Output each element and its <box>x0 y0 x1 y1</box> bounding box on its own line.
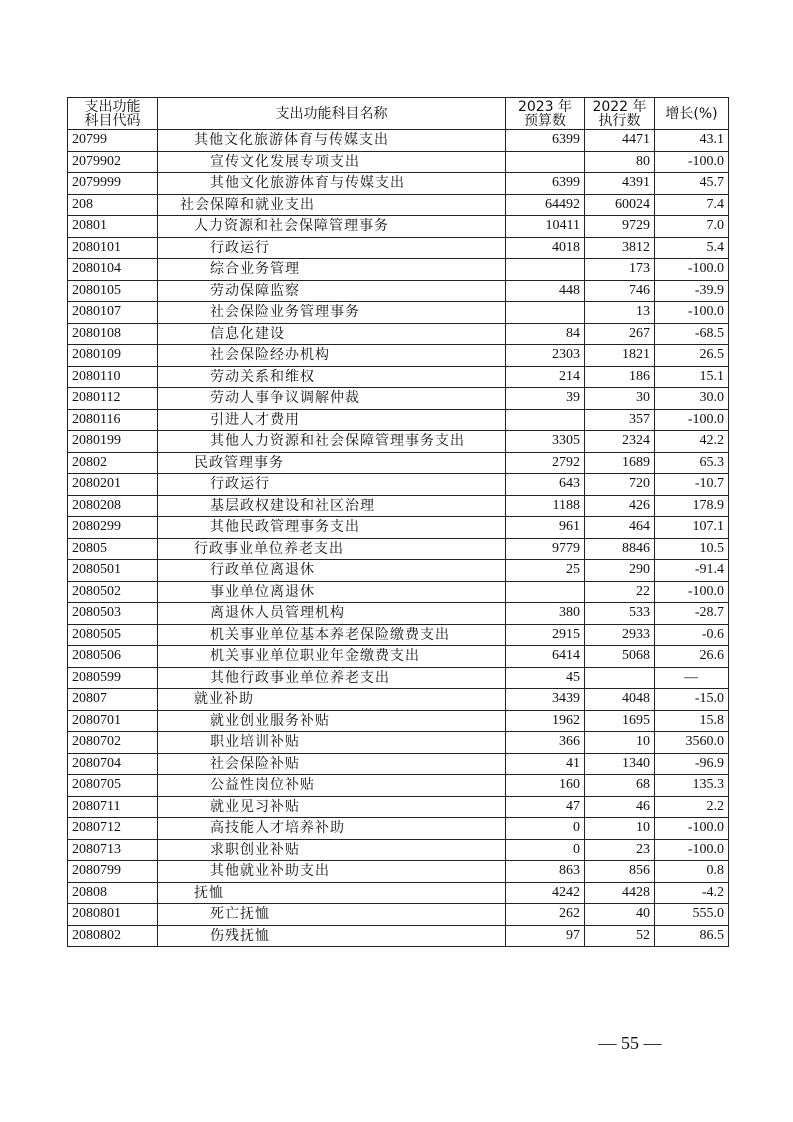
cell-name: 机关事业单位基本养老保险缴费支出 <box>158 624 506 646</box>
cell-executed-2022: 40 <box>585 904 655 926</box>
cell-growth: 107.1 <box>655 517 729 539</box>
cell-executed-2022: 23 <box>585 839 655 861</box>
cell-growth: 555.0 <box>655 904 729 926</box>
table-row <box>68 882 729 904</box>
cell-budget-2023: 2915 <box>506 624 585 646</box>
table-row <box>68 560 729 582</box>
cell-code: 2080801 <box>68 904 158 926</box>
cell-growth: 15.8 <box>655 710 729 732</box>
table-row <box>68 173 729 195</box>
page-number: — 55 — <box>598 1033 662 1053</box>
cell-budget-2023 <box>506 151 585 173</box>
cell-name: 社会保险补贴 <box>158 753 506 775</box>
cell-executed-2022: 10 <box>585 818 655 840</box>
cell-code: 2080712 <box>68 818 158 840</box>
cell-budget-2023: 41 <box>506 753 585 775</box>
cell-budget-2023: 262 <box>506 904 585 926</box>
cell-budget-2023: 45 <box>506 667 585 689</box>
cell-executed-2022: 464 <box>585 517 655 539</box>
cell-budget-2023: 9779 <box>506 538 585 560</box>
cell-budget-2023: 643 <box>506 474 585 496</box>
table-row <box>68 538 729 560</box>
cell-name: 其他行政事业单位养老支出 <box>158 667 506 689</box>
cell-name: 离退休人员管理机构 <box>158 603 506 625</box>
cell-code: 2080109 <box>68 345 158 367</box>
cell-budget-2023: 961 <box>506 517 585 539</box>
table-row <box>68 517 729 539</box>
cell-growth: -10.7 <box>655 474 729 496</box>
cell-name: 就业创业服务补贴 <box>158 710 506 732</box>
cell-budget-2023: 6414 <box>506 646 585 668</box>
cell-growth: -68.5 <box>655 323 729 345</box>
cell-name: 高技能人才培养补助 <box>158 818 506 840</box>
cell-name: 其他文化旅游体育与传媒支出 <box>158 130 506 152</box>
table-row <box>68 151 729 173</box>
cell-growth: 15.1 <box>655 366 729 388</box>
cell-growth: -91.4 <box>655 560 729 582</box>
cell-budget-2023: 2303 <box>506 345 585 367</box>
cell-growth: 26.6 <box>655 646 729 668</box>
cell-budget-2023: 6399 <box>506 130 585 152</box>
cell-name: 综合业务管理 <box>158 259 506 281</box>
cell-executed-2022: 13 <box>585 302 655 324</box>
header-budget-2023: 2023 年 预算数 <box>506 98 585 130</box>
cell-growth: -39.9 <box>655 280 729 302</box>
cell-growth: — <box>655 667 729 689</box>
cell-name: 民政管理事务 <box>158 452 506 474</box>
cell-code: 2080112 <box>68 388 158 410</box>
cell-name: 就业见习补贴 <box>158 796 506 818</box>
table-row <box>68 646 729 668</box>
cell-code: 2080702 <box>68 732 158 754</box>
cell-name: 基层政权建设和社区治理 <box>158 495 506 517</box>
cell-growth: 86.5 <box>655 925 729 947</box>
cell-name: 行政运行 <box>158 237 506 259</box>
cell-name: 求职创业补贴 <box>158 839 506 861</box>
cell-growth: 7.4 <box>655 194 729 216</box>
cell-code: 2080110 <box>68 366 158 388</box>
cell-code: 20805 <box>68 538 158 560</box>
cell-name: 事业单位离退休 <box>158 581 506 603</box>
cell-executed-2022: 80 <box>585 151 655 173</box>
cell-code: 2080101 <box>68 237 158 259</box>
cell-code: 2080711 <box>68 796 158 818</box>
cell-executed-2022: 4391 <box>585 173 655 195</box>
table-row <box>68 409 729 431</box>
cell-name: 其他就业补助支出 <box>158 861 506 883</box>
cell-executed-2022: 22 <box>585 581 655 603</box>
cell-code: 2080704 <box>68 753 158 775</box>
cell-code: 20808 <box>68 882 158 904</box>
table-row <box>68 603 729 625</box>
cell-budget-2023: 863 <box>506 861 585 883</box>
cell-name: 公益性岗位补贴 <box>158 775 506 797</box>
cell-growth: 42.2 <box>655 431 729 453</box>
cell-name: 就业补助 <box>158 689 506 711</box>
cell-executed-2022: 8846 <box>585 538 655 560</box>
cell-growth: 7.0 <box>655 216 729 238</box>
cell-code: 2080201 <box>68 474 158 496</box>
table-row <box>68 302 729 324</box>
table-row <box>68 839 729 861</box>
cell-budget-2023: 3439 <box>506 689 585 711</box>
cell-budget-2023: 4018 <box>506 237 585 259</box>
cell-budget-2023: 1188 <box>506 495 585 517</box>
cell-code: 2080299 <box>68 517 158 539</box>
table-row <box>68 216 729 238</box>
cell-name: 劳动保障监察 <box>158 280 506 302</box>
table-row <box>68 366 729 388</box>
cell-code: 2079999 <box>68 173 158 195</box>
cell-executed-2022: 720 <box>585 474 655 496</box>
table-row <box>68 345 729 367</box>
cell-budget-2023: 39 <box>506 388 585 410</box>
cell-executed-2022: 1821 <box>585 345 655 367</box>
cell-name: 人力资源和社会保障管理事务 <box>158 216 506 238</box>
cell-growth: 0.8 <box>655 861 729 883</box>
table-row <box>68 710 729 732</box>
cell-budget-2023: 47 <box>506 796 585 818</box>
cell-name: 死亡抚恤 <box>158 904 506 926</box>
cell-code: 2080116 <box>68 409 158 431</box>
budget-table <box>67 97 729 947</box>
cell-code: 2080505 <box>68 624 158 646</box>
cell-name: 劳动人事争议调解仲裁 <box>158 388 506 410</box>
cell-budget-2023: 448 <box>506 280 585 302</box>
cell-growth: 30.0 <box>655 388 729 410</box>
cell-name: 行政事业单位养老支出 <box>158 538 506 560</box>
cell-growth: 2.2 <box>655 796 729 818</box>
cell-growth: 5.4 <box>655 237 729 259</box>
cell-growth: 45.7 <box>655 173 729 195</box>
cell-name: 机关事业单位职业年金缴费支出 <box>158 646 506 668</box>
cell-name: 引进人才费用 <box>158 409 506 431</box>
cell-code: 2080108 <box>68 323 158 345</box>
cell-executed-2022: 3812 <box>585 237 655 259</box>
cell-executed-2022: 533 <box>585 603 655 625</box>
cell-budget-2023: 6399 <box>506 173 585 195</box>
cell-growth: 135.3 <box>655 775 729 797</box>
cell-code: 2080705 <box>68 775 158 797</box>
cell-code: 2080199 <box>68 431 158 453</box>
cell-growth: -100.0 <box>655 839 729 861</box>
cell-growth: -100.0 <box>655 259 729 281</box>
cell-name: 社会保险经办机构 <box>158 345 506 367</box>
cell-code: 20802 <box>68 452 158 474</box>
cell-growth: -100.0 <box>655 151 729 173</box>
cell-budget-2023: 0 <box>506 839 585 861</box>
table-row <box>68 818 729 840</box>
cell-executed-2022: 2324 <box>585 431 655 453</box>
cell-executed-2022: 290 <box>585 560 655 582</box>
cell-executed-2022: 2933 <box>585 624 655 646</box>
table-row <box>68 796 729 818</box>
table-row <box>68 130 729 152</box>
cell-budget-2023 <box>506 581 585 603</box>
cell-executed-2022: 10 <box>585 732 655 754</box>
table-body <box>68 130 729 947</box>
cell-code: 2080107 <box>68 302 158 324</box>
cell-executed-2022: 426 <box>585 495 655 517</box>
cell-code: 2080506 <box>68 646 158 668</box>
cell-executed-2022: 1340 <box>585 753 655 775</box>
cell-code: 2080502 <box>68 581 158 603</box>
cell-executed-2022: 68 <box>585 775 655 797</box>
cell-executed-2022: 357 <box>585 409 655 431</box>
cell-code: 2080105 <box>68 280 158 302</box>
cell-budget-2023: 0 <box>506 818 585 840</box>
table-row <box>68 388 729 410</box>
cell-code: 2080208 <box>68 495 158 517</box>
cell-budget-2023: 97 <box>506 925 585 947</box>
cell-name: 行政单位离退休 <box>158 560 506 582</box>
table-row <box>68 861 729 883</box>
cell-executed-2022: 267 <box>585 323 655 345</box>
table-row <box>68 474 729 496</box>
cell-code: 20807 <box>68 689 158 711</box>
cell-growth: -100.0 <box>655 409 729 431</box>
table-row <box>68 732 729 754</box>
cell-name: 宣传文化发展专项支出 <box>158 151 506 173</box>
cell-name: 信息化建设 <box>158 323 506 345</box>
table-row <box>68 280 729 302</box>
cell-name: 其他人力资源和社会保障管理事务支出 <box>158 431 506 453</box>
cell-budget-2023: 366 <box>506 732 585 754</box>
cell-growth: -4.2 <box>655 882 729 904</box>
cell-budget-2023: 3305 <box>506 431 585 453</box>
cell-growth: 10.5 <box>655 538 729 560</box>
cell-budget-2023 <box>506 302 585 324</box>
cell-code: 2079902 <box>68 151 158 173</box>
cell-budget-2023: 160 <box>506 775 585 797</box>
cell-executed-2022: 52 <box>585 925 655 947</box>
cell-budget-2023: 380 <box>506 603 585 625</box>
cell-name: 社会保险业务管理事务 <box>158 302 506 324</box>
table-row <box>68 581 729 603</box>
cell-name: 职业培训补贴 <box>158 732 506 754</box>
cell-code: 2080701 <box>68 710 158 732</box>
cell-code: 2080713 <box>68 839 158 861</box>
table-row <box>68 624 729 646</box>
cell-growth: -28.7 <box>655 603 729 625</box>
cell-executed-2022: 5068 <box>585 646 655 668</box>
cell-name: 伤残抚恤 <box>158 925 506 947</box>
header-code: 支出功能 科目代码 <box>68 98 158 130</box>
cell-budget-2023 <box>506 259 585 281</box>
table-row <box>68 689 729 711</box>
cell-name: 其他文化旅游体育与传媒支出 <box>158 173 506 195</box>
cell-name: 行政运行 <box>158 474 506 496</box>
cell-executed-2022: 30 <box>585 388 655 410</box>
cell-budget-2023: 2792 <box>506 452 585 474</box>
cell-code: 2080501 <box>68 560 158 582</box>
cell-name: 抚恤 <box>158 882 506 904</box>
cell-budget-2023: 214 <box>506 366 585 388</box>
cell-executed-2022: 9729 <box>585 216 655 238</box>
table-row <box>68 925 729 947</box>
cell-executed-2022: 746 <box>585 280 655 302</box>
cell-growth: -96.9 <box>655 753 729 775</box>
cell-name: 社会保障和就业支出 <box>158 194 506 216</box>
cell-executed-2022: 1689 <box>585 452 655 474</box>
cell-budget-2023: 10411 <box>506 216 585 238</box>
table-row <box>68 431 729 453</box>
header-executed-2022: 2022 年 执行数 <box>585 98 655 130</box>
cell-budget-2023: 4242 <box>506 882 585 904</box>
table-row <box>68 667 729 689</box>
cell-executed-2022 <box>585 667 655 689</box>
table-row <box>68 495 729 517</box>
header-row <box>68 98 729 130</box>
cell-budget-2023 <box>506 409 585 431</box>
cell-code: 2080503 <box>68 603 158 625</box>
cell-growth: -100.0 <box>655 818 729 840</box>
cell-executed-2022: 4048 <box>585 689 655 711</box>
table-row <box>68 323 729 345</box>
cell-executed-2022: 4471 <box>585 130 655 152</box>
cell-code: 208 <box>68 194 158 216</box>
cell-executed-2022: 173 <box>585 259 655 281</box>
cell-growth: 26.5 <box>655 345 729 367</box>
cell-growth: 65.3 <box>655 452 729 474</box>
cell-growth: 3560.0 <box>655 732 729 754</box>
cell-growth: -15.0 <box>655 689 729 711</box>
cell-executed-2022: 60024 <box>585 194 655 216</box>
cell-budget-2023: 1962 <box>506 710 585 732</box>
table-row <box>68 904 729 926</box>
cell-name: 劳动关系和维权 <box>158 366 506 388</box>
cell-growth: -100.0 <box>655 581 729 603</box>
table-row <box>68 259 729 281</box>
cell-budget-2023: 84 <box>506 323 585 345</box>
table-row <box>68 194 729 216</box>
cell-executed-2022: 46 <box>585 796 655 818</box>
cell-code: 2080599 <box>68 667 158 689</box>
cell-budget-2023: 64492 <box>506 194 585 216</box>
cell-code: 2080799 <box>68 861 158 883</box>
header-growth: 增长(%) <box>655 98 729 130</box>
table-row <box>68 753 729 775</box>
table-row <box>68 775 729 797</box>
cell-code: 20801 <box>68 216 158 238</box>
cell-code: 2080104 <box>68 259 158 281</box>
cell-budget-2023: 25 <box>506 560 585 582</box>
cell-executed-2022: 186 <box>585 366 655 388</box>
cell-growth: -100.0 <box>655 302 729 324</box>
table-row <box>68 452 729 474</box>
table-header <box>68 98 729 130</box>
header-name: 支出功能科目名称 <box>158 98 506 130</box>
cell-code: 2080802 <box>68 925 158 947</box>
cell-executed-2022: 856 <box>585 861 655 883</box>
cell-name: 其他民政管理事务支出 <box>158 517 506 539</box>
table-row <box>68 237 729 259</box>
cell-executed-2022: 4428 <box>585 882 655 904</box>
cell-executed-2022: 1695 <box>585 710 655 732</box>
cell-growth: 178.9 <box>655 495 729 517</box>
cell-growth: -0.6 <box>655 624 729 646</box>
cell-growth: 43.1 <box>655 130 729 152</box>
cell-code: 20799 <box>68 130 158 152</box>
